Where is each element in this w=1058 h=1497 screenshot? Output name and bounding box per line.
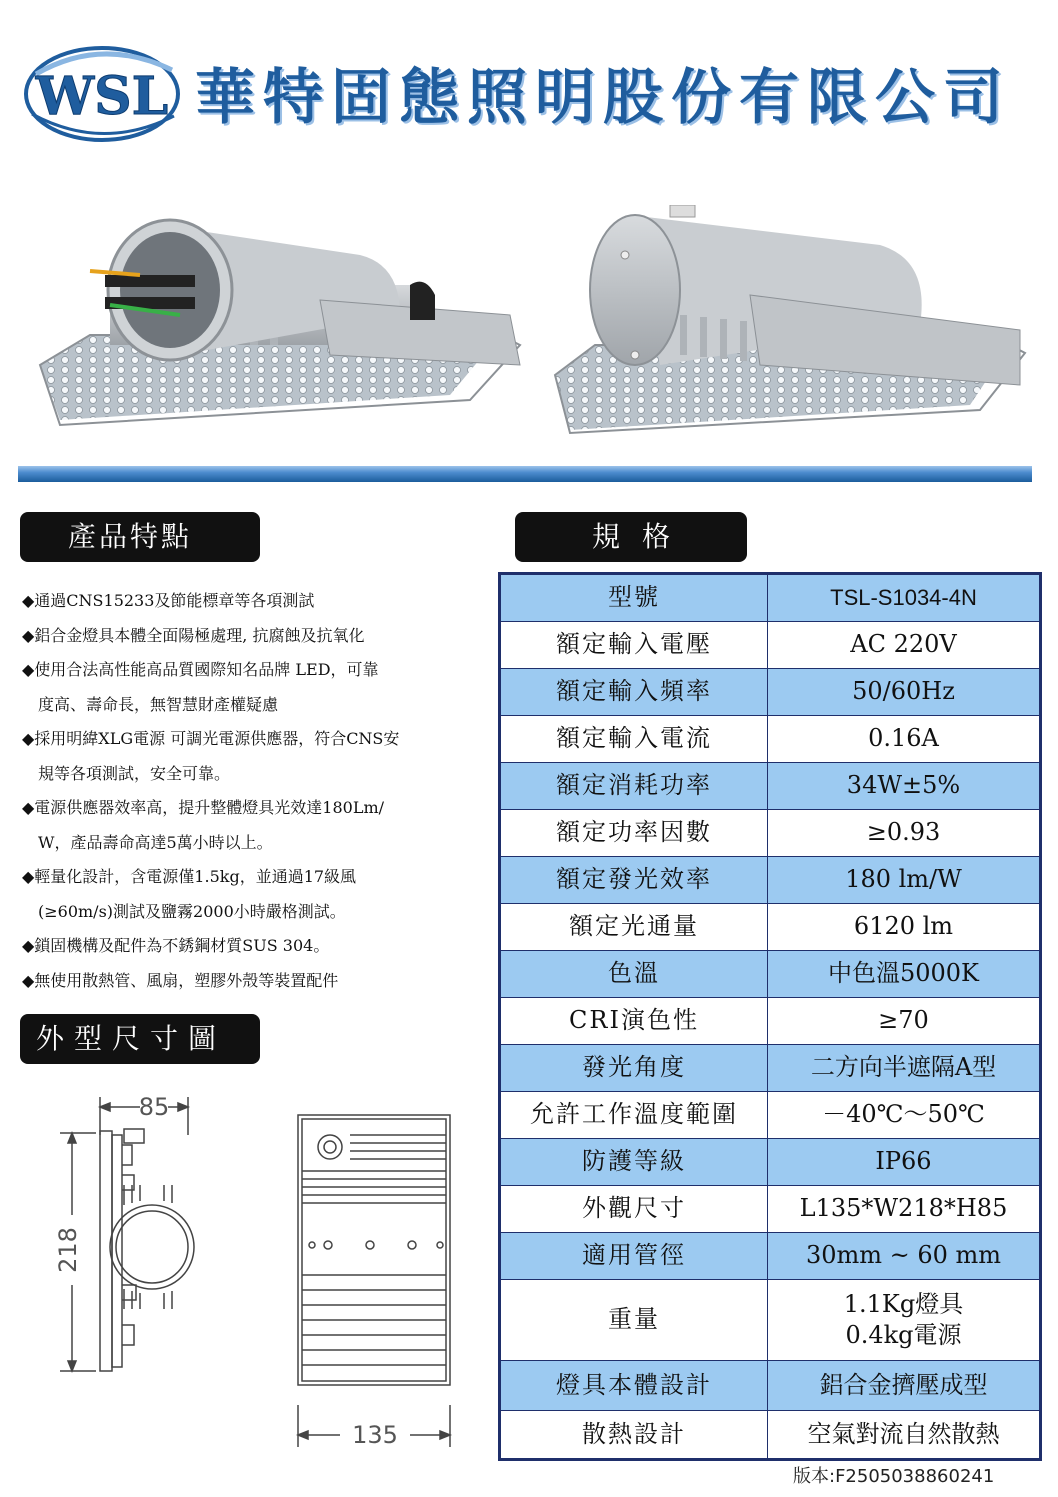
- version-label: 版本:F2505038860241: [793, 1466, 995, 1487]
- product-photo-open: [30, 205, 530, 445]
- spec-row: [501, 1092, 1039, 1139]
- feature-line: (≥60m/s)測試及鹽霧2000小時嚴格測試。: [22, 901, 346, 921]
- spec-row: [501, 998, 1039, 1045]
- spec-row: [501, 904, 1039, 951]
- spec-label: 額定輸入電流: [501, 716, 768, 762]
- spec-value: 0.16A: [868, 724, 939, 753]
- feature-line: ◆使用合法高性能高品質國際知名品牌 LED，可靠: [22, 660, 379, 679]
- spec-label: 允許工作溫度範圍: [501, 1092, 768, 1138]
- spec-row: [501, 1280, 1039, 1361]
- spec-row: [501, 951, 1039, 998]
- spec-section-title: 規格: [515, 512, 747, 562]
- features-section-title: 產品特點: [20, 512, 260, 562]
- wsl-logo: [22, 40, 182, 144]
- spec-label: 色溫: [501, 951, 768, 997]
- spec-value-line: 1.1Kg燈具: [843, 1289, 964, 1318]
- spec-label: 重量: [501, 1280, 768, 1360]
- spec-label: 防護等級: [501, 1139, 768, 1185]
- width-label: 218: [54, 1227, 82, 1273]
- spec-label: 散熱設計: [501, 1411, 768, 1458]
- spec-label: 燈具本體設計: [501, 1361, 768, 1410]
- spec-row: [501, 575, 1039, 622]
- spec-row: [501, 669, 1039, 716]
- spec-row: [501, 1411, 1039, 1458]
- features-list: [22, 584, 500, 998]
- spec-value: 二方向半遮隔A型: [810, 1053, 997, 1082]
- feature-line: ◆採用明緯XLG電源 可調光電源供應器，符合CNS安: [22, 729, 400, 748]
- spec-table: [498, 572, 1042, 1461]
- feature-line: ◆通過CNS15233及節能標章等各項測試: [22, 591, 315, 610]
- spec-value: ≥70: [878, 1006, 929, 1035]
- feature-line: ◆輕量化設計，含電源僅1.5kg，並通過17級風: [22, 867, 357, 886]
- spec-value: 6120 lm: [853, 912, 954, 941]
- feature-line: ◆電源供應器效率高，提升整體燈具光效達180Lm/: [22, 798, 385, 817]
- spec-value: 180 lm/W: [845, 865, 962, 894]
- spec-value: L135*W218*H85: [799, 1194, 1008, 1223]
- dimension-drawing: [40, 1085, 470, 1455]
- spec-row: [501, 1186, 1039, 1233]
- spec-value: 34W±5%: [846, 771, 961, 800]
- feature-line: ◆鎖固機構及配件為不銹鋼材質SUS 304。: [22, 936, 330, 955]
- spec-row: [501, 716, 1039, 763]
- spec-label: CRI演色性: [501, 998, 768, 1044]
- spec-row: [501, 622, 1039, 669]
- spec-label: 額定消耗功率: [501, 763, 768, 809]
- spec-row: [501, 763, 1039, 810]
- spec-label: 型號: [501, 575, 768, 621]
- feature-line: 規等各項測試，安全可靠。: [22, 763, 231, 783]
- header-divider: [18, 466, 1032, 482]
- spec-label: 發光角度: [501, 1045, 768, 1091]
- dimension-section-title: 外型尺寸圖: [20, 1014, 260, 1064]
- spec-row: [501, 1139, 1039, 1186]
- product-photo-closed: [550, 205, 1030, 445]
- spec-row: [501, 857, 1039, 904]
- spec-label: 額定光通量: [501, 904, 768, 950]
- feature-line: ◆鋁合金燈具本體全面陽極處理, 抗腐蝕及抗氧化: [22, 625, 365, 645]
- spec-label: 額定功率因數: [501, 810, 768, 856]
- spec-row: [501, 1233, 1039, 1280]
- feature-line: W，產品壽命高達5萬小時以上。: [22, 832, 273, 852]
- spec-value: 鋁合金擠壓成型: [819, 1370, 988, 1399]
- spec-label: 外觀尺寸: [501, 1186, 768, 1232]
- spec-value: TSL-S1034-4N: [830, 584, 977, 610]
- spec-value: [768, 1280, 1039, 1360]
- spec-row: [501, 1361, 1039, 1411]
- spec-label: 額定輸入頻率: [501, 669, 768, 715]
- spec-row: [501, 810, 1039, 857]
- spec-label: 額定輸入電壓: [501, 622, 768, 668]
- company-name: 華特固態照明股份有限公司: [195, 63, 1011, 133]
- spec-value: ≥0.93: [866, 818, 941, 847]
- spec-value: －40℃～50℃: [822, 1100, 985, 1129]
- feature-line: ◆無使用散熱管、風扇，塑膠外殼等裝置配件: [22, 970, 339, 990]
- spec-value: IP66: [875, 1147, 932, 1176]
- spec-label: 適用管徑: [501, 1233, 768, 1279]
- spec-label: 額定發光效率: [501, 857, 768, 903]
- spec-value: 50/60Hz: [852, 677, 955, 706]
- spec-value: 中色溫5000K: [827, 959, 979, 988]
- length-label: 135: [352, 1421, 398, 1449]
- spec-value: 空氣對流自然散熱: [807, 1419, 1000, 1448]
- logo-text: WSL: [35, 66, 169, 127]
- spec-value: AC 220V: [850, 630, 957, 659]
- spec-value-line: 0.4kg電源: [845, 1321, 962, 1349]
- spec-value: 30mm ~ 60 mm: [805, 1241, 1002, 1270]
- feature-line: 度高、壽命長，無智慧財產權疑慮: [22, 694, 279, 714]
- depth-label: 85: [138, 1093, 170, 1121]
- spec-row: [501, 1045, 1039, 1092]
